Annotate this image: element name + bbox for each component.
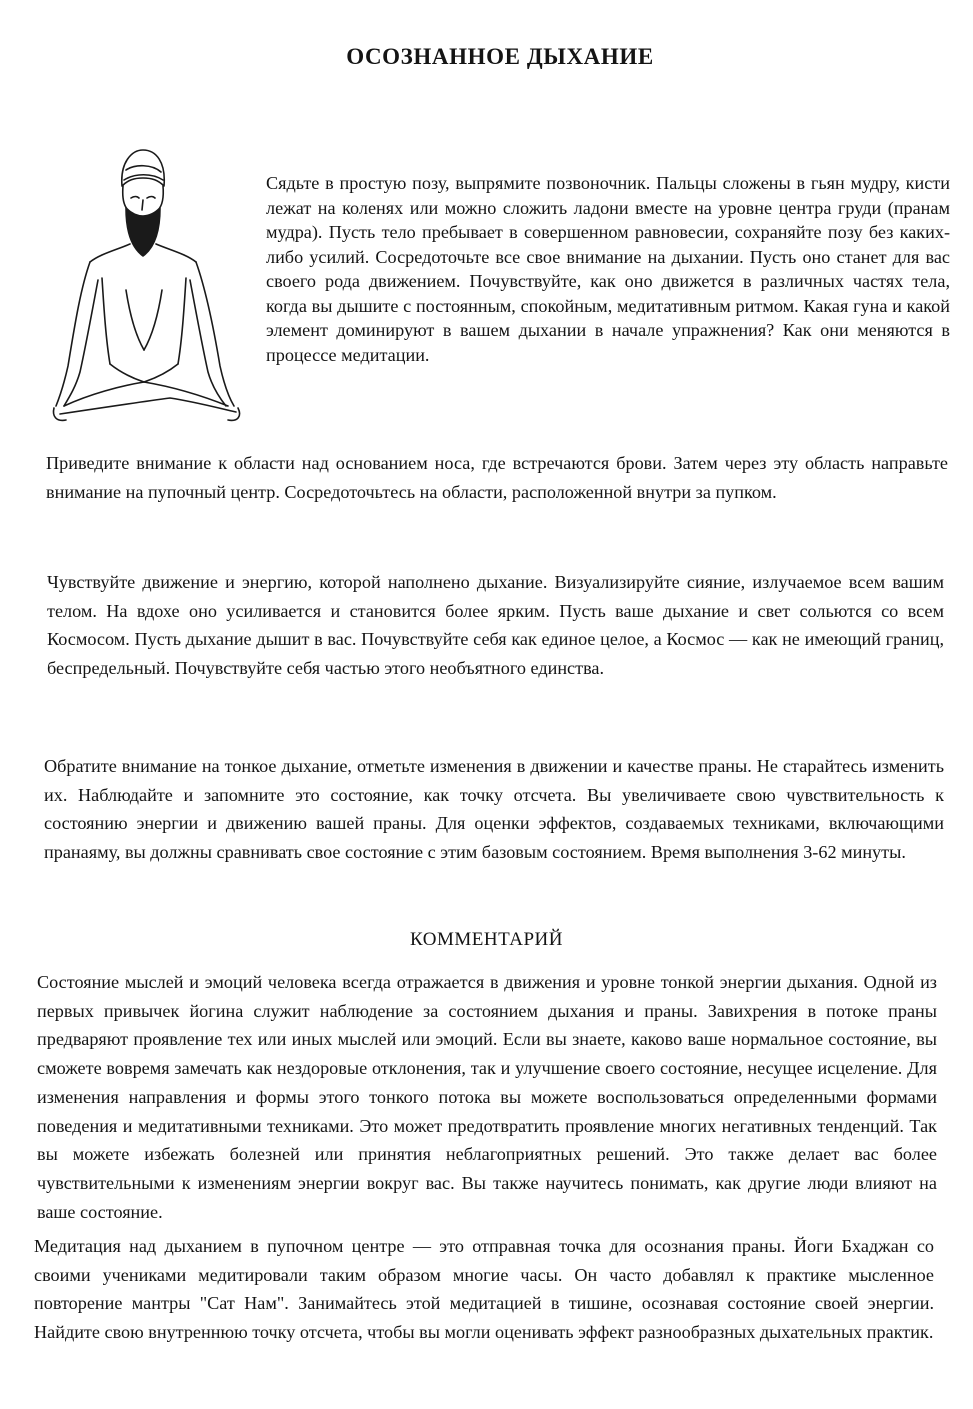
instruction-paragraph: Обратите внимание на тонкое дыхание, отметьте изменения в движении и качестве праны. Не старайтесь изменить их. Наблюдайте и запомните это состояние, как точку отсчета. Вы увеличиваете свою чувствительность к состоянию энергии и движению вашей праны. Для оценки эффектов, создаваемых техниками, включающими пранаяму, вы должны сравнивать свое состояние с этим базовым состоянием. Время выполнения 3-62 минуты. (44, 756, 944, 862)
commentary-paragraph: Медитация над дыханием в пупочном центре — это отправная точка для осознания праны. Йоги Бхаджан со своими учениками медитировали таким образом многие часы. Он часто добавлял к практике мысленное повторение мантры "Сат Нам". Занимайтесь этой медитацией в тишине, осознавая состояние своей энергии. Найдите свою внутреннюю точку отсчета, чтобы вы могли оценивать эффект разнообразных дыхательных практик. (34, 1236, 934, 1343)
intro-paragraph: Сядьте в простую позу, выпрямите позвоночник. Пальцы сложены в гьян мудру, кисти лежат на коленях или можно сложить ладони вместе на уровне центра груди (пранам мудра). Пусть тело пребывает в совершенном равновесии, сохраняйте позу без каких-либо усилий. Сосредоточьте все свое внимание на дыхании. Пусть оно станет для вас своего рода движением. Почувствуйте, как оно движется в различных частях тела, когда вы дышите с постоянным, спокойным, медитативным ритмом. Какая гуна и какой элемент доминируют в вашем дыхании в начале упражнения? Как они меняются в процессе медитации. (266, 173, 950, 365)
page-title: ОСОЗНАННОЕ ДЫХАНИЕ (346, 44, 654, 69)
instruction-paragraph: Приведите внимание к области над основанием носа, где встречаются брови. Затем через эту область направьте внимание на пупочный центр. Сосредоточьтесь на области, расположенной внутри за пупком. (46, 453, 948, 502)
commentary-paragraph: Состояние мыслей и эмоций человека всегда отражается в движения и уровне тонкой энергии дыхания. Одной из первых привычек йогина служит наблюдение за состоянием дыхания и праны. Завихрения в потоке праны предваряют проявление тех или иных мыслей или эмоций. Если вы знаете, каково ваше нормальное состояние, вы сможете вовремя замечать как нездоровые отклонения, так и улучшение своего состояние, несущее исцеление. Для изменения направления и формы этого тонкого потока вы можете воспользоваться определенными формами поведения и медитативными техниками. Это может предотвратить проявление многих негативных тенденций. Так вы можете избежать болезней или принятия неблагоприятных решений. Это также делает вас более чувствительными к изменениям энергии вокруг вас. Вы также научитесь понимать, как другие люди влияют на ваше состояние. (37, 972, 937, 1222)
commentary-heading: КОММЕНТАРИЙ (410, 929, 563, 950)
meditating-figure-icon (40, 140, 255, 425)
instruction-paragraph: Чувствуйте движение и энергию, которой наполнено дыхание. Визуализируйте сияние, излучаемое всем вашим телом. На вдохе оно усиливается и становится более ярким. Пусть ваше дыхание и свет сольются со всем Космосом. Пусть дыхание дышит в вас. Почувствуйте себя как единое целое, а Космос — как не имеющий границ, беспредельный. Почувствуйте себя частью этого необъятного единства. (47, 572, 944, 678)
